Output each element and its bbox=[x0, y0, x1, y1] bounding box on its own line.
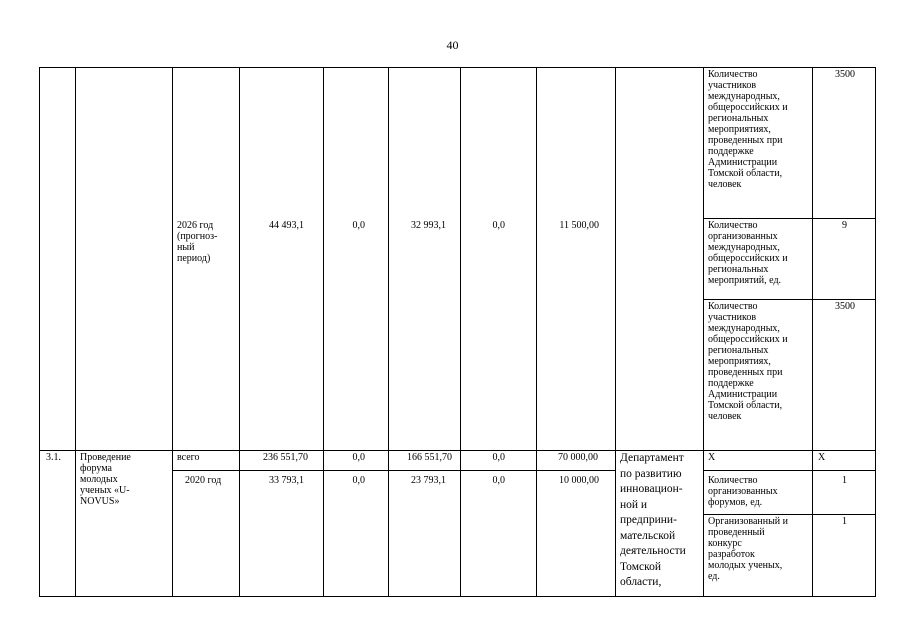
event-name: Проведение форума молодых ученых «U- NOVUS» bbox=[80, 452, 131, 507]
local-amount: 0,0 bbox=[492, 475, 505, 486]
extra-budget-amount: 11 500,00 bbox=[559, 220, 599, 231]
column-divider bbox=[615, 67, 616, 597]
federal-amount: 0,0 bbox=[352, 452, 365, 463]
table-border-right bbox=[875, 67, 876, 597]
executor-name: Департамент по развитию инновацион- ной и предприни- мательской деятельности Томской области, bbox=[620, 452, 686, 588]
row-divider bbox=[703, 299, 875, 300]
indicator-name: Количество организованных международных, общероссийских и региональных мероприятий, ед. bbox=[708, 220, 788, 286]
column-divider bbox=[460, 67, 461, 597]
period-cell: 2026 год (прогноз- ный период) bbox=[177, 220, 218, 264]
row-divider bbox=[703, 514, 875, 515]
table-border-top bbox=[39, 67, 875, 68]
indicator-name: Количество участников международных, общероссийских и региональных мероприятиях, проведенных при поддержке Администрации Томской области, человек bbox=[708, 69, 788, 190]
federal-amount: 0,0 bbox=[352, 220, 365, 231]
indicator-value: 1 bbox=[842, 475, 847, 486]
indicator-value: 3500 bbox=[835, 301, 855, 312]
indicator-value: 3500 bbox=[835, 69, 855, 80]
column-divider bbox=[812, 67, 813, 597]
local-amount: 0,0 bbox=[492, 452, 505, 463]
row-divider bbox=[703, 218, 875, 219]
column-divider bbox=[172, 67, 173, 597]
regional-amount: 23 793,1 bbox=[411, 475, 446, 486]
extra-budget-amount: 70 000,00 bbox=[558, 452, 598, 463]
table-border-left bbox=[39, 67, 40, 597]
column-divider bbox=[536, 67, 537, 597]
table-border-bottom bbox=[39, 596, 875, 597]
federal-amount: 0,0 bbox=[352, 475, 365, 486]
indicator-name: Х bbox=[708, 452, 716, 463]
total-amount: 236 551,70 bbox=[263, 452, 308, 463]
indicator-value: 1 bbox=[842, 516, 847, 527]
extra-budget-amount: 10 000,00 bbox=[559, 475, 599, 486]
regional-amount: 166 551,70 bbox=[407, 452, 452, 463]
period-cell: 2020 год bbox=[185, 475, 222, 486]
column-divider bbox=[75, 67, 76, 597]
indicator-name: Количество участников международных, общероссийских и региональных мероприятиях, проведенных при поддержке Администрации Томской области, человек bbox=[708, 301, 788, 422]
local-amount: 0,0 bbox=[492, 220, 505, 231]
period-cell: всего bbox=[177, 452, 200, 463]
column-divider bbox=[323, 67, 324, 597]
regional-amount: 32 993,1 bbox=[411, 220, 446, 231]
indicator-value: Х bbox=[818, 452, 826, 463]
column-divider bbox=[239, 67, 240, 597]
row-number: 3.1. bbox=[46, 452, 61, 463]
page-number: 40 bbox=[446, 38, 459, 52]
total-amount: 33 793,1 bbox=[269, 475, 304, 486]
indicator-value: 9 bbox=[842, 220, 847, 231]
indicator-name: Количество организованных форумов, ед. bbox=[708, 475, 778, 508]
row-divider bbox=[703, 470, 875, 471]
column-divider bbox=[388, 67, 389, 597]
total-amount: 44 493,1 bbox=[269, 220, 304, 231]
indicator-name: Организованный и проведенный конкурс разработок молодых ученых, ед. bbox=[708, 516, 789, 582]
row-divider bbox=[39, 450, 875, 451]
